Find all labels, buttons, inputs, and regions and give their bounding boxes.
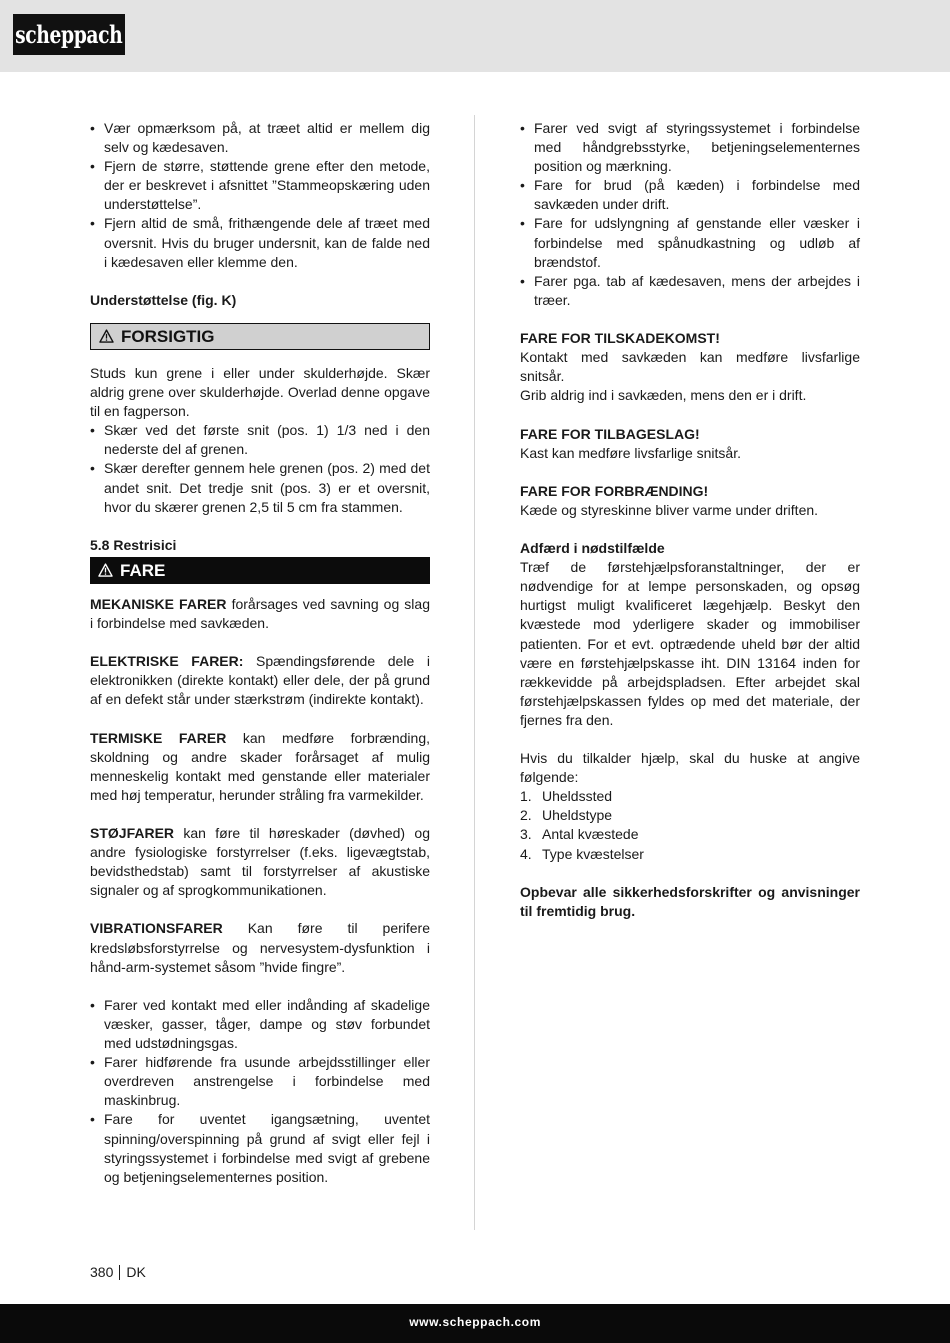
warning-triangle-icon [99,329,114,343]
danger-banner [90,557,430,584]
risk-bullets [90,996,430,1187]
caution-banner [90,323,430,350]
brand-logo: scheppach [13,14,125,55]
list-item: 3. Antal kvæstede [520,826,639,843]
list-item: • Skær ved det første snit (pos. 1) 1/3 ned i den nederste del af grenen. [90,421,430,459]
call-text: Hvis du tilkalder hjælp, skal du huske at angive følgende: [520,750,860,786]
section-heading: 5.8 Restrisici [90,536,177,553]
list-item: 4. Type kvæstelser [520,845,644,862]
list-item: • Farer pga. tab af kædesaven, mens der arbejdes i træer. [520,272,860,310]
list-item: • Fare for brud (på kæden) i forbindelse med savkæden under drift. [520,176,860,214]
injury-text: Kontakt med savkæden kan medføre livsfarlige snitsår. [520,349,860,385]
caution-text: Studs kun grene i eller under skulderhøjde. Skær aldrig grene over skulderhøjde. Overlad denne opgave til en fagperson. [90,364,430,420]
list-item: • Fjern altid de små, frithængende dele af træet med oversnit. Hvis du bruger undersnit, kan de falde ned i kædesaven eller klemme den. [90,214,430,271]
list-item: • Farer ved svigt af styringssystemet i forbindelse med håndgrebsstyrke, betjeningselementernes position og mærkning. [520,119,860,176]
warning-triangle-icon [98,563,113,577]
list-item: • Vær opmærksom på, at træet altid er mellem dig selv og kædesaven. [90,119,430,157]
emergency-text: Træf de førstehjælpsforanstaltninger, der er nødvendige for at lempe personskaden, og opsøg hurtigst muligt kvalificeret lægehjælp. Beskyt den kvæstede mod yderligere skader og immobiliser patienten. For et evt. optrædende uheld bør der altid være en førstehjælpskasse iht. DIN 13164 inden for rækkevidde på arbejdspladsen. Efter arbejdet skal førstehjælpskassen fyldes op med det materiale, der fjernes fra den. [520,559,860,728]
footer-band [0,1304,950,1343]
page-number: 380 DK [90,1264,146,1280]
kickback-heading: FARE FOR TILBAGESLAG! [520,425,700,442]
danger-label: FARE [120,560,166,580]
risk-paragraph: ELEKTRISKE FARER: Spændingsførende dele i elektronikken (direkte kontakt) eller dele, der på grund af en defekt står under stærkstrøm (indirekte kontakt). [90,653,430,708]
closing-note: Opbevar alle sikkerhedsforskrifter og anvisninger til fremtidig brug. [520,883,860,919]
risk-paragraph: MEKANISKE FARER forårsages ved savning og slag i forbindelse med savkæden. [90,595,430,631]
risk-paragraph: VIBRATIONSFARER Kan føre til perifere kredsløbsforstyrrelse og nervesystem-dysfunktion i hånd-arm-systemet såsom ”hvide fingre”. [90,920,430,975]
injury-heading: FARE FOR TILSKADEKOMST! [520,330,720,347]
burn-text: Kæde og styreskinne bliver varme under driften. [520,501,819,518]
list-item: • Fjern de større, støttende grene efter den metode, der er beskrevet i afsnittet ”Stammeopskæring uden understøttelse”. [90,157,430,214]
column-divider [474,115,475,1230]
caution-label: FORSIGTIG [121,326,215,346]
felling-bullets [90,119,430,272]
emergency-info-list [520,787,860,863]
caution-bullets [90,421,430,516]
support-heading: Understøttelse (fig. K) [90,291,237,308]
left-column [90,119,430,1187]
website-link[interactable]: www.scheppach.com [409,1315,541,1329]
list-item: • Farer ved kontakt med eller indånding af skadelige væsker, gasser, tåger, dampe og støv forbundet med udstødningsgas. [90,996,430,1053]
burn-heading: FARE FOR FORBRÆNDING! [520,482,709,499]
list-item: 2. Uheldstype [520,807,613,824]
injury-text-2: Grib aldrig ind i savkæden, mens den er i drift. [520,387,807,404]
right-column [520,119,860,921]
list-item: 1. Uheldssted [520,788,613,805]
list-item: • Fare for uventet igangsætning, uventet spinning/overspinning på grund af svigt eller fejl i styringssystemet i forbindelse med svigt af grebene og betjeningselementernes position. [90,1110,430,1186]
risk-paragraph: STØJFARER kan føre til høreskader (døvhed) og andre fysiologiske forstyrrelser (f.eks. ligevægtstab, bevidsthedstab) samt til forstyrrelser af akustiske signaler og af sprogkommunikationen. [90,825,430,899]
header-band [0,0,950,72]
emergency-heading: Adfærd i nødstilfælde [520,540,665,557]
control-risk-bullets [520,119,860,310]
list-item: • Farer hidførende fra usunde arbejdsstillinger eller overdreven anstrengelse i forbindelse med maskinbrug. [90,1053,430,1110]
risk-paragraph: TERMISKE FARER kan medføre forbrænding, skoldning og andre skader forårsaget af mulig menneskelig kontakt med genstande eller materialer med høj temperatur, herunder stråling fra varmekilder. [90,729,430,803]
kickback-text: Kast kan medføre livsfarlige snitsår. [520,444,741,461]
list-item: • Skær derefter gennem hele grenen (pos. 2) med det andet snit. Det tredje snit (pos. 3) er et oversnit, hvor du skærer grenen 2,5 til 5 cm fra stammen. [90,459,430,516]
list-item: • Fare for udslyngning af genstande eller væsker i forbindelse med spånudkastning og udløb af brændstof. [520,214,860,271]
